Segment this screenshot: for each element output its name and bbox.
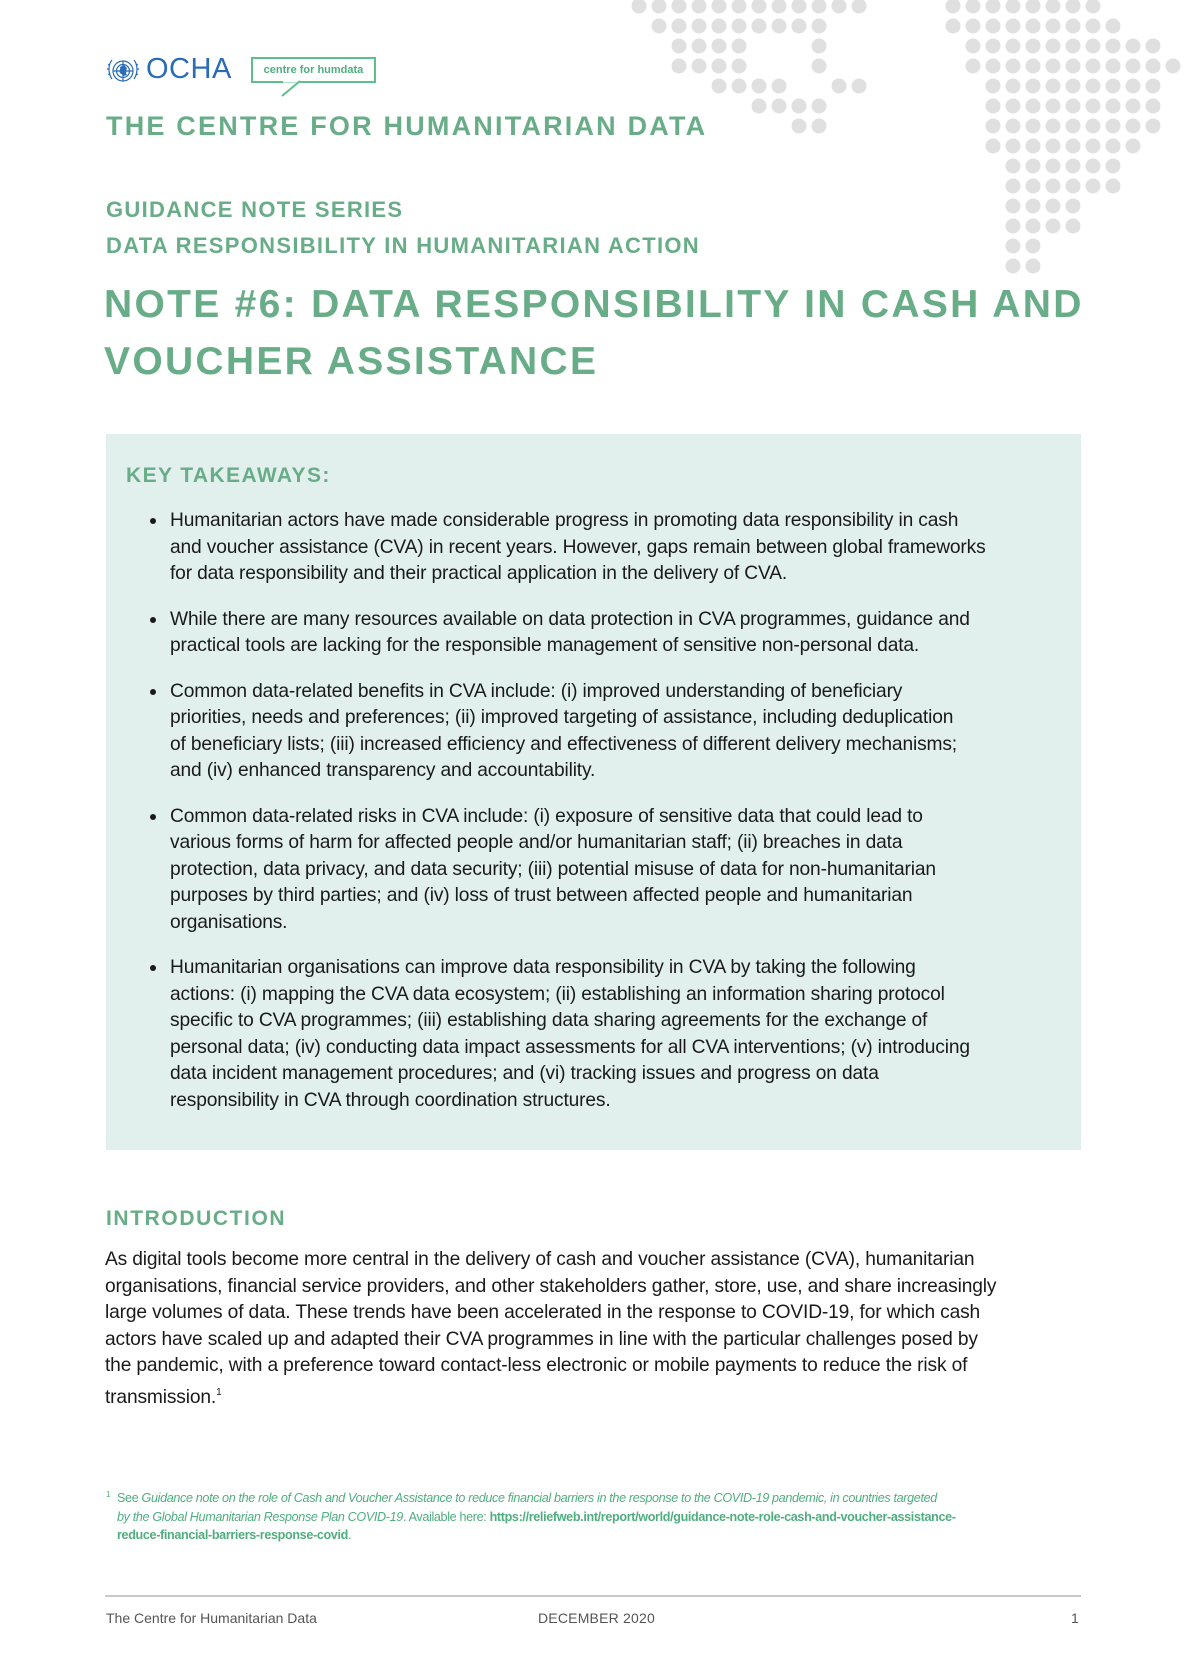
map-dot <box>792 0 807 14</box>
map-dot <box>1146 79 1161 94</box>
map-dot <box>986 139 1001 154</box>
list-item-line: various forms of harm for affected people and/or humanitarian staff; (ii) breaches in data <box>170 832 903 853</box>
map-dot <box>712 19 727 34</box>
map-dot <box>1066 0 1081 14</box>
map-dot <box>692 19 707 34</box>
map-dot <box>812 99 827 114</box>
map-dot <box>1006 39 1021 54</box>
map-dot <box>812 19 827 34</box>
map-dot <box>986 39 1001 54</box>
map-dot <box>1146 119 1161 134</box>
map-dot <box>1046 179 1061 194</box>
map-dot <box>1006 79 1021 94</box>
list-item-line: of beneficiary lists; (iii) increased efficiency and effectiveness of different delivery mechanisms; <box>170 733 957 755</box>
map-dot <box>1046 199 1061 214</box>
map-dot <box>792 99 807 114</box>
map-dot <box>1126 59 1141 74</box>
map-dot <box>832 0 847 14</box>
footnote-line <box>106 1508 956 1527</box>
list-item-line: Common data-related benefits in CVA include: (i) improved understanding of beneficiary <box>170 680 903 702</box>
footnote <box>106 1489 956 1545</box>
map-dot <box>1086 139 1101 154</box>
map-dot <box>1026 119 1041 134</box>
map-dot <box>732 39 747 54</box>
list-item-line: actions: (i) mapping the CVA data ecosystem; (ii) establishing an information sharing protocol <box>170 983 945 1005</box>
map-dot <box>986 0 1001 14</box>
map-dot <box>1026 199 1041 214</box>
map-dot <box>1106 59 1121 74</box>
key-takeaways-list <box>106 508 986 1133</box>
list-item-line: practical tools are lacking for the responsible management of sensitive non-personal data. <box>170 635 920 656</box>
list-item-line: specific to CVA programmes; (iii) establishing data sharing agreements for the exchange of <box>170 1010 928 1031</box>
footnote-reference[interactable]: 1 <box>216 1386 222 1398</box>
list-item-line: personal data; (iv) conducting data impact assessments for all CVA interventions; (v) introducing <box>170 1036 970 1058</box>
list-item-line: for data responsibility and their practical application in the delivery of CVA. <box>170 563 788 584</box>
map-dot <box>1086 99 1101 114</box>
map-dot <box>1006 119 1021 134</box>
map-dot <box>1066 39 1081 54</box>
map-dot <box>752 79 767 94</box>
paragraph-line: large volumes of data. These trends have been accelerated in the response to COVID-19, for which cash <box>105 1302 981 1323</box>
key-takeaways-heading: KEY TAKEAWAYS: <box>126 464 331 487</box>
bullet-icon <box>150 965 156 971</box>
map-dot <box>1066 19 1081 34</box>
list-item <box>106 804 986 937</box>
map-dot <box>986 59 1001 74</box>
map-dot <box>1086 79 1101 94</box>
map-dot <box>752 0 767 14</box>
footnote-end: . <box>347 1528 352 1542</box>
map-dot <box>772 19 787 34</box>
map-dot <box>1066 219 1081 234</box>
map-dot <box>852 0 867 14</box>
map-dot <box>1026 59 1041 74</box>
list-item-line: data incident management procedures; and (vi) tracking issues and progress on data <box>170 1063 879 1084</box>
map-dot <box>812 39 827 54</box>
list-item-line: Humanitarian organisations can improve data responsibility in CVA by taking the following <box>170 957 916 978</box>
map-dot <box>1006 139 1021 154</box>
map-dot <box>986 19 1001 34</box>
map-dot <box>732 0 747 14</box>
map-dot <box>1046 79 1061 94</box>
speech-bubble-tail-icon <box>270 80 310 100</box>
map-dot <box>1066 59 1081 74</box>
map-dot <box>1026 0 1041 14</box>
map-dot <box>986 99 1001 114</box>
ocha-logo-text: OCHA <box>146 53 232 85</box>
page-number: 1 <box>1071 1610 1079 1626</box>
map-dot <box>1026 159 1041 174</box>
footnote-line <box>106 1526 956 1545</box>
map-dot <box>1046 99 1061 114</box>
bullet-icon <box>150 689 156 695</box>
map-dot <box>1006 179 1021 194</box>
map-dot <box>1026 239 1041 254</box>
map-dot <box>1066 159 1081 174</box>
map-dot <box>1086 39 1101 54</box>
map-dot <box>966 39 981 54</box>
map-dot <box>1006 259 1021 274</box>
list-item-line: and (iv) enhanced transparency and accountability. <box>170 760 596 781</box>
footer-divider <box>105 1595 1081 1597</box>
footer-organization: The Centre for Humanitarian Data <box>106 1610 317 1626</box>
footnote-title: Guidance note on the role of Cash and Voucher Assistance to reduce financial barriers in the response to the COVID-19 pandemic, in countries targeted <box>141 1491 937 1505</box>
map-dot <box>772 99 787 114</box>
map-dot <box>692 39 707 54</box>
map-dot <box>752 99 767 114</box>
list-item-line: responsibility in CVA through coordination structures. <box>170 1089 611 1111</box>
paragraph-line: the pandemic, with a preference toward contact-less electronic or mobile payments to reduce the risk of <box>105 1355 968 1376</box>
list-item <box>106 607 986 660</box>
map-dot <box>1106 19 1121 34</box>
map-dot <box>792 19 807 34</box>
paragraph-line: actors have scaled up and adapted their CVA programmes in line with the particular challenges posed by <box>105 1328 978 1350</box>
map-dot <box>1026 219 1041 234</box>
map-dot <box>732 79 747 94</box>
footnote-link-cont[interactable]: reduce-financial-barriers-response-covid <box>117 1528 348 1542</box>
footnote-see: See <box>117 1491 142 1505</box>
map-dot <box>1046 0 1061 14</box>
map-dot <box>652 0 667 14</box>
map-dot <box>946 19 961 34</box>
map-dot <box>1106 179 1121 194</box>
bullet-icon <box>150 518 156 524</box>
map-dot <box>946 0 961 14</box>
map-dot <box>1006 199 1021 214</box>
paragraph-line: As digital tools become more central in the delivery of cash and voucher assistance (CVA), humanitarian <box>105 1249 975 1270</box>
map-dot <box>1106 39 1121 54</box>
map-dot <box>1006 0 1021 14</box>
bullet-icon <box>150 814 156 820</box>
organization-title: THE CENTRE FOR HUMANITARIAN DATA <box>106 111 708 141</box>
map-dot <box>1046 159 1061 174</box>
page-title-line: VOUCHER ASSISTANCE <box>104 340 599 383</box>
map-dot <box>1106 119 1121 134</box>
map-dot <box>1146 99 1161 114</box>
map-dot <box>832 79 847 94</box>
introduction-paragraph <box>105 1247 996 1411</box>
map-dot <box>1066 179 1081 194</box>
list-item-line: and voucher assistance (CVA) in recent years. However, gaps remain between global frameworks <box>170 536 986 558</box>
map-dot <box>672 19 687 34</box>
map-dot <box>1086 159 1101 174</box>
map-dot <box>672 39 687 54</box>
map-dot <box>1066 199 1081 214</box>
map-dot <box>712 59 727 74</box>
series-label: GUIDANCE NOTE SERIES <box>106 197 404 222</box>
map-dot <box>1126 99 1141 114</box>
paragraph-line-text: transmission. <box>105 1386 217 1408</box>
map-dot <box>1106 99 1121 114</box>
map-dot <box>1006 99 1021 114</box>
map-dot <box>712 0 727 14</box>
map-dot <box>1106 139 1121 154</box>
map-dot <box>712 39 727 54</box>
page-title <box>104 276 1084 390</box>
page-title-line: NOTE #6: DATA RESPONSIBILITY IN CASH AND <box>104 283 1084 326</box>
map-dot <box>1066 79 1081 94</box>
map-dot <box>1066 119 1081 134</box>
map-dot <box>1066 139 1081 154</box>
map-dot <box>1046 59 1061 74</box>
map-dot <box>966 0 981 14</box>
list-item <box>106 955 986 1114</box>
map-dot <box>692 0 707 14</box>
map-dot <box>732 59 747 74</box>
map-dot <box>1026 19 1041 34</box>
list-item <box>106 679 986 785</box>
map-dot <box>1106 79 1121 94</box>
map-dot <box>1126 79 1141 94</box>
map-dot <box>1086 179 1101 194</box>
map-dot <box>1046 139 1061 154</box>
footnote-link[interactable]: https://reliefweb.int/report/world/guidance-note-role-cash-and-voucher-assistance- <box>489 1509 956 1524</box>
map-dot <box>1006 59 1021 74</box>
map-dot <box>966 19 981 34</box>
map-dot <box>1026 259 1041 274</box>
map-dot <box>1026 99 1041 114</box>
map-dot <box>652 19 667 34</box>
paragraph-line: organisations, financial service providers, and other stakeholders gather, store, use, and share increasingly <box>105 1275 997 1297</box>
map-dot <box>1086 19 1101 34</box>
map-dot <box>1126 39 1141 54</box>
map-dot <box>812 0 827 14</box>
map-dot <box>752 19 767 34</box>
map-dot <box>1086 0 1101 14</box>
map-dot <box>1026 139 1041 154</box>
list-item <box>106 508 986 588</box>
map-dot <box>1006 219 1021 234</box>
series-subtitle: DATA RESPONSIBILITY IN HUMANITARIAN ACTION <box>106 233 700 258</box>
key-takeaways-box <box>106 434 1081 1150</box>
map-dot <box>732 19 747 34</box>
map-dot <box>692 59 707 74</box>
map-dot <box>1046 19 1061 34</box>
map-dot <box>672 59 687 74</box>
list-item-line: purposes by third parties; and (iv) loss of trust between affected people and humanitarian <box>170 885 913 906</box>
map-dot <box>632 0 647 14</box>
list-item-line: organisations. <box>170 911 288 933</box>
map-dot <box>1086 119 1101 134</box>
footer-date: DECEMBER 2020 <box>538 1610 655 1626</box>
map-dot <box>1026 39 1041 54</box>
map-dot <box>1146 59 1161 74</box>
map-dot <box>1046 39 1061 54</box>
footnote-title-cont: by the Global Humanitarian Response Plan COVID-19 <box>117 1509 403 1524</box>
map-dot <box>1086 59 1101 74</box>
map-dot <box>1126 119 1141 134</box>
list-item-line: priorities, needs and preferences; (ii) improved targeting of assistance, including deduplication <box>170 707 954 728</box>
footnote-available: . Available here: <box>402 1509 490 1524</box>
map-dot <box>852 79 867 94</box>
map-dot <box>672 0 687 14</box>
list-item-line: Common data-related risks in CVA include: (i) exposure of sensitive data that could lead to <box>170 805 923 827</box>
list-item-line: While there are many resources available on data protection in CVA programmes, guidance and <box>170 608 970 630</box>
map-dot <box>1006 159 1021 174</box>
map-dot <box>1126 139 1141 154</box>
map-dot <box>986 119 1001 134</box>
un-emblem-icon <box>106 55 140 89</box>
footnote-line <box>106 1489 956 1508</box>
map-dot <box>986 79 1001 94</box>
map-dot <box>812 59 827 74</box>
map-dot <box>1026 79 1041 94</box>
map-dot <box>1006 19 1021 34</box>
list-item-line: protection, data privacy, and data security; (iii) potential misuse of data for non-humanitarian <box>170 858 936 880</box>
map-dot <box>1146 39 1161 54</box>
map-dot <box>1066 99 1081 114</box>
map-dot <box>772 79 787 94</box>
map-dot <box>1006 239 1021 254</box>
list-item-line: Humanitarian actors have made considerable progress in promoting data responsibility in cash <box>170 510 959 531</box>
map-dot <box>812 119 827 134</box>
map-dot <box>1106 159 1121 174</box>
map-dot <box>1046 119 1061 134</box>
introduction-heading: INTRODUCTION <box>106 1207 287 1230</box>
footnote-number: 1 <box>106 1490 111 1499</box>
map-dot <box>792 119 807 134</box>
paragraph-line <box>105 1380 996 1412</box>
map-dot <box>1026 179 1041 194</box>
humdata-badge: centre for humdata <box>251 57 376 83</box>
map-dot <box>1166 59 1181 74</box>
bullet-icon <box>150 617 156 623</box>
map-dot <box>772 0 787 14</box>
map-dot <box>966 59 981 74</box>
map-dot <box>1046 219 1061 234</box>
map-dot <box>712 79 727 94</box>
